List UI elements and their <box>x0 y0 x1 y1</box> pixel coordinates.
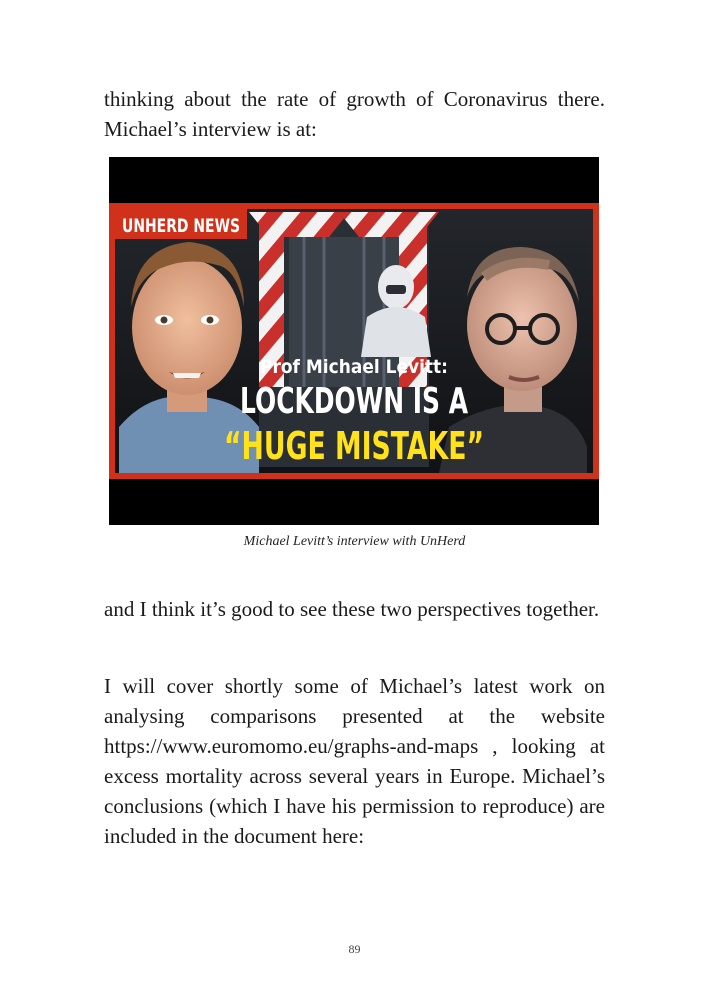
thumbnail-subtitle: Prof Michael Levitt: <box>260 356 448 378</box>
paragraph-perspectives: and I think it’s good to see these two perspectives together. <box>104 597 600 621</box>
page-number: 89 <box>348 942 361 956</box>
figure-caption: Michael Levitt’s interview with UnHerd <box>243 534 466 549</box>
brand-text: UNHERD NEWS <box>122 215 240 237</box>
video-thumbnail[interactable] <box>109 157 599 525</box>
paragraph-intro: thinking about the rate of growth of Coronavirus there. Michael’s interview is at: <box>104 87 605 141</box>
thumbnail-headline-line2: “HUGE MISTAKE” <box>224 424 484 468</box>
paragraph-euromomo: I will cover shortly some of Michael’s latest work on analysing comparisons presented at the website https://www.euromomo.eu/graphs-and-maps , looking at excess mortality across several years in Europe. Michael’s conclusions (which I have his permission to reproduce) are included in the document here: <box>104 674 605 848</box>
brand-banner <box>115 209 247 239</box>
thumbnail-headline-line1: LOCKDOWN IS A <box>240 381 469 422</box>
